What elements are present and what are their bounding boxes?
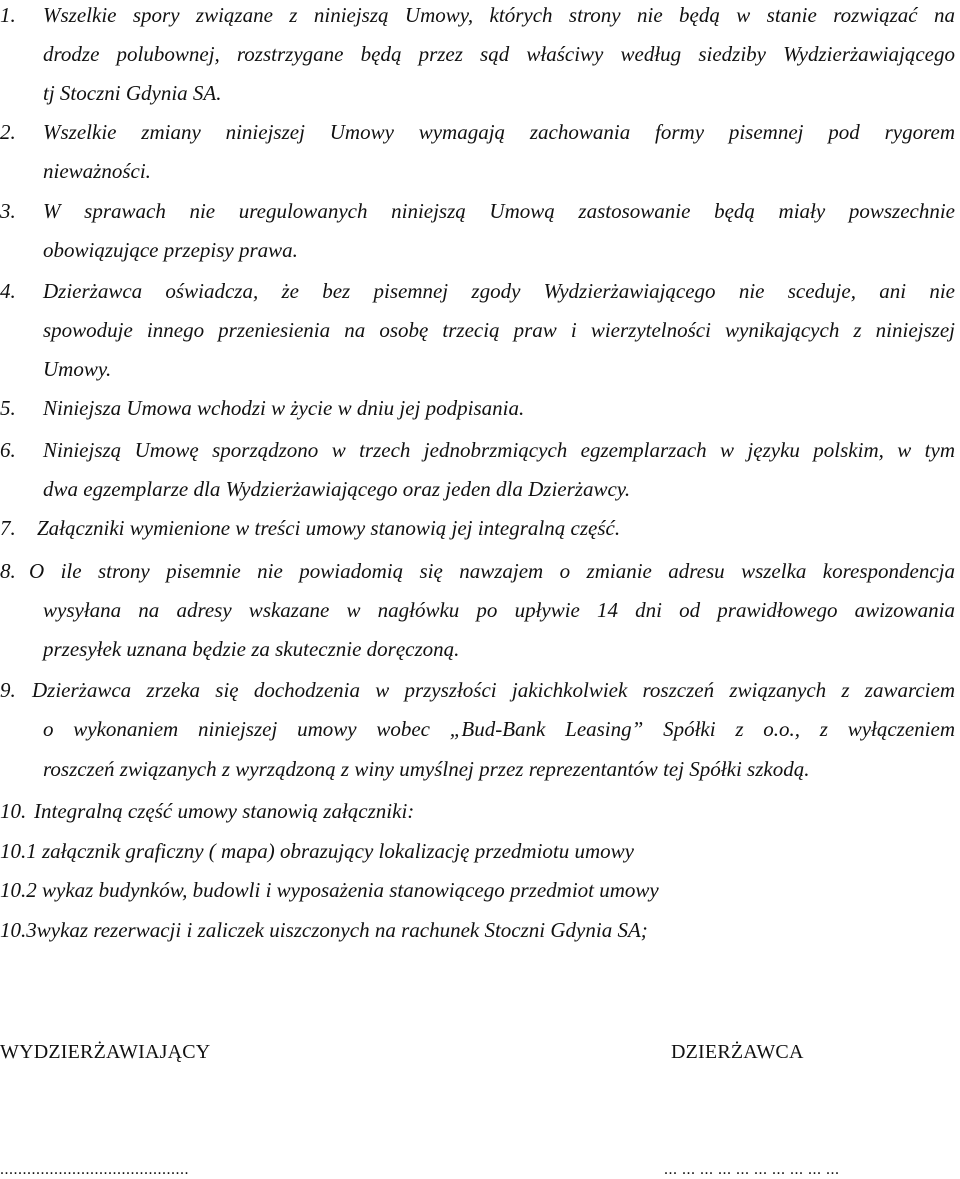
paragraph-2-line-2: nieważności.: [43, 159, 151, 183]
signature-line-lessor: ..........................................: [0, 1161, 189, 1178]
paragraph-9-line-1: Dzierżawca zrzeka się dochodzenia w przyszłości jakichkolwiek roszczeń związanych z zawarciem: [32, 678, 955, 702]
paragraph-5-line-1: Niniejsza Umowa wchodzi w życie w dniu jej podpisania.: [43, 396, 525, 420]
paragraph-4-line-2: spowoduje innego przeniesienia na osobę trzecią praw i wierzytelności wynikających z niniejszej: [43, 318, 955, 342]
paragraph-4-line-1: Dzierżawca oświadcza, że bez pisemnej zgody Wydzierżawiającego nie sceduje, ani nie: [43, 279, 955, 303]
attachment-10-3: 10.3wykaz rezerwacji i zaliczek uiszczonych na rachunek Stoczni Gdynia SA;: [0, 918, 648, 942]
paragraph-8-line-3: przesyłek uznana będzie za skutecznie doręczoną.: [43, 637, 460, 661]
paragraph-1-line-2: drodze polubownej, rozstrzygane będą przez sąd właściwy według siedziby Wydzierżawiającego: [43, 42, 955, 66]
paragraph-10-line-1: Integralną część umowy stanowią załączniki:: [34, 799, 415, 823]
paragraph-3-line-1: W sprawach nie uregulowanych niniejszą Umową zastosowanie będą miały powszechnie: [43, 199, 955, 223]
paragraph-8-number: 8.: [0, 559, 16, 583]
paragraph-6-number: 6.: [0, 438, 16, 462]
paragraph-1-number: 1.: [0, 3, 16, 27]
paragraph-3-number: 3.: [0, 199, 16, 223]
paragraph-9-line-3: roszczeń związanych z wyrządzoną z winy umyślnej przez reprezentantów tej Spółki szkodą.: [43, 757, 810, 781]
paragraph-7-line-1: Załączniki wymienione w treści umowy stanowią jej integralną część.: [37, 516, 621, 540]
paragraph-8-line-1: O ile strony pisemnie nie powiadomią się nawzajem o zmianie adresu wszelka korespondencja: [29, 559, 955, 583]
paragraph-2-number: 2.: [0, 120, 16, 144]
signature-label-lessee: DZIERŻAWCA: [671, 1041, 804, 1063]
paragraph-10-number: 10.: [0, 799, 27, 823]
paragraph-6-line-2: dwa egzemplarze dla Wydzierżawiającego oraz jeden dla Dzierżawcy.: [43, 477, 631, 501]
paragraph-1-line-3: tj Stoczni Gdynia SA.: [43, 81, 222, 105]
paragraph-9-line-2: o wykonaniem niniejszej umowy wobec „Bud-Bank Leasing” Spółki z o.o., z wyłączeniem: [43, 717, 955, 741]
paragraph-1-line-1: Wszelkie spory związane z niniejszą Umowy, których strony nie będą w stanie rozwiązać na: [43, 3, 955, 27]
attachment-10-2: 10.2 wykaz budynków, budowli i wyposażenia stanowiącego przedmiot umowy: [0, 878, 659, 902]
paragraph-7-number: 7.: [0, 516, 16, 540]
paragraph-8-line-2: wysyłana na adresy wskazane w nagłówku po upływie 14 dni od prawidłowego awizowania: [43, 598, 955, 622]
paragraph-4-number: 4.: [0, 279, 16, 303]
signature-line-lessee: ... ... ... ... ... ... ... ... ... ...: [664, 1161, 840, 1178]
paragraph-9-number: 9.: [0, 678, 16, 702]
paragraph-3-line-2: obowiązujące przepisy prawa.: [43, 238, 298, 262]
attachment-10-1: 10.1 załącznik graficzny ( mapa) obrazujący lokalizację przedmiotu umowy: [0, 839, 634, 863]
paragraph-2-line-1: Wszelkie zmiany niniejszej Umowy wymagają zachowania formy pisemnej pod rygorem: [43, 120, 955, 144]
paragraph-5-number: 5.: [0, 396, 16, 420]
paragraph-6-line-1: Niniejszą Umowę sporządzono w trzech jednobrzmiących egzemplarzach w języku polskim, w tym: [43, 438, 955, 462]
signature-label-lessor: WYDZIERŻAWIAJĄCY: [0, 1041, 211, 1063]
paragraph-4-line-3: Umowy.: [43, 357, 112, 381]
